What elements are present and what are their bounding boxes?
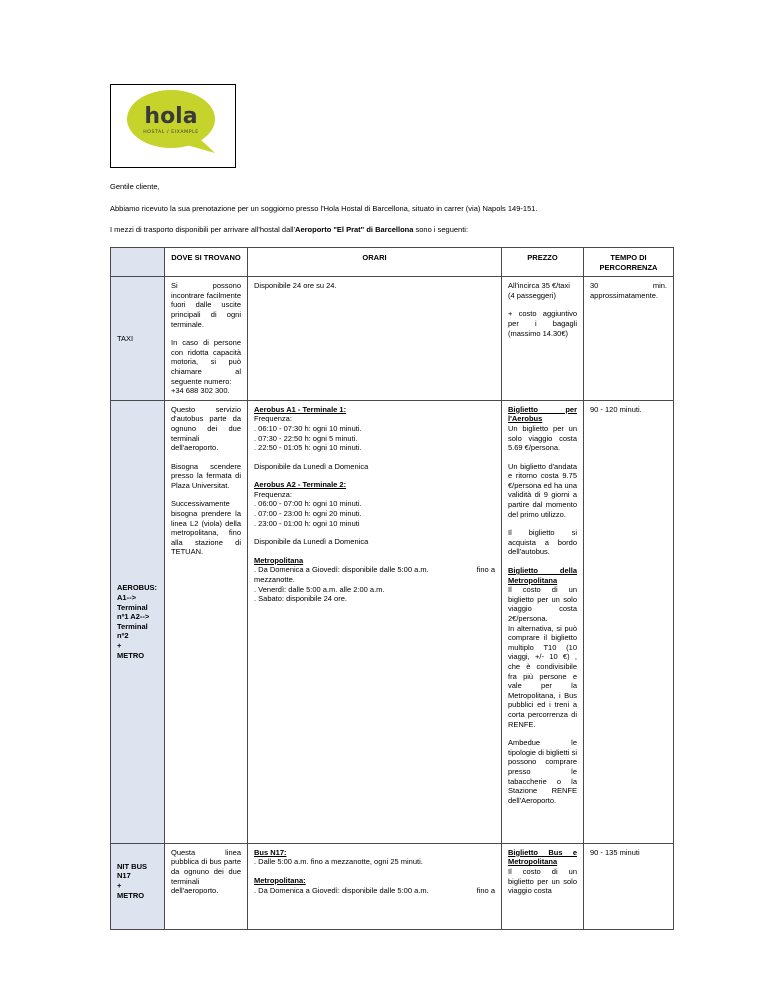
- price-text: Un biglietto d'andata e ritorno costa 9.75 €/persona ed ha una validità di 9 giorni a partire dal momento del primo utilizzo.: [508, 461, 577, 519]
- aerobus-metro-text: Successivamente bisogna prendere la linea L2 (viola) della metropolitana, fino alla stazione di TETUAN.: [171, 499, 241, 557]
- hostel-logo: [110, 84, 236, 168]
- price-text: In alternativa, si può comprare il biglietto multiplo T10 (10 viaggi, +/- 10 €) , che è condivisibile fra più persone e vale per la Metropolitana, i Bus pubblici ed i treni a corta percorrenza di RENFE.: [508, 623, 577, 729]
- transport-intro-text: I mezzi di trasporto disponibili per arrivare all'hostal dall': [110, 225, 296, 234]
- label-line: N17: [117, 871, 131, 881]
- schedule-line: . 07:30 - 22:50 h: ogni 5 minuti.: [254, 433, 358, 443]
- aerobus-time: 90 - 120 minuti.: [584, 400, 674, 843]
- aerobus-hours: [248, 400, 502, 843]
- bus-line: . Dalle 5:00 a.m. fino a mezzanotte, ogni 25 minuti.: [254, 857, 423, 867]
- greeting: Gentile cliente,: [110, 182, 160, 191]
- aerobus-where-text: Questo servizio d'autobus parte da ognuno dei due terminali dell'aeroporto.: [171, 404, 241, 453]
- schedule-line: . 07:00 - 23:00 h: ogni 20 minuti.: [254, 509, 362, 519]
- metro-line: [254, 565, 495, 575]
- taxi-label: TAXI: [111, 277, 165, 401]
- aerobus-stop-text: Bisogna scendere presso la fermata di Plaza Universitat.: [171, 461, 241, 490]
- price-text: Il costo di un biglietto per un solo viaggio costa 2€/persona.: [508, 585, 577, 623]
- airport-name: Aeroporto "El Prat" di Barcellona: [295, 225, 414, 234]
- metro-line: . Venerdì: dalle 5:00 a.m. alle 2:00 a.m.: [254, 584, 385, 594]
- schedule-line: . 06:10 - 07:30 h: ogni 10 minuti.: [254, 423, 362, 433]
- metro-fino: fino a: [476, 565, 495, 575]
- label-line: METRO: [117, 650, 145, 660]
- logo-subtitle: HOSTAL / EIXAMPLE: [143, 130, 199, 135]
- taxi-phone: +34 688 302 300.: [171, 386, 230, 396]
- transport-intro-end: sono i seguenti:: [413, 225, 469, 234]
- aerobus-price: [502, 400, 584, 843]
- metro-ticket-title: Biglietto della Metropolitana: [508, 566, 577, 585]
- nitbus-label: [111, 843, 165, 929]
- metro-line: . Sabato: disponibile 24 ore.: [254, 594, 347, 604]
- nitbus-where: Questa linea pubblica di bus parte da ognuno dei due terminali dell'aeroporto.: [165, 843, 248, 929]
- label-line: +: [117, 640, 122, 650]
- speech-bubble-logo-icon: [111, 85, 235, 167]
- label-line: +: [117, 880, 122, 890]
- label-line: A1-->: [117, 592, 136, 602]
- price-text: Il biglietto si acquista a bordo dell'autobus.: [508, 528, 577, 557]
- schedule-line: . 22:50 - 01:05 h: ogni 10 minuti.: [254, 443, 362, 453]
- label-line: Terminal: [117, 621, 148, 631]
- taxi-extra-cost: + costo aggiuntivo per i bagagli (massimo 14.30€): [508, 309, 577, 338]
- transport-table: [110, 247, 673, 930]
- taxi-assist-text: In caso di persone con ridotta capacità motoria, si può chiamare al seguente numero:: [171, 338, 241, 386]
- label-line: nº2: [117, 631, 129, 641]
- price-text: Un biglietto per un solo viaggio costa 5.69 €/persona.: [508, 423, 577, 453]
- a2-title: Aerobus A2 - Terminale 2:: [254, 480, 347, 490]
- a1-title: Aerobus A1 - Terminale 1:: [254, 404, 347, 414]
- label-line: nº1 A2-->: [117, 612, 150, 622]
- header-where: DOVE SI TROVANO: [165, 248, 248, 277]
- metro-line: mezzanotte.: [254, 575, 295, 585]
- aerobus-label: [111, 400, 165, 843]
- a1-availability: Disponibile da Lunedì a Domenica: [254, 461, 369, 471]
- intro-line: Abbiamo ricevuto la sua prenotazione per un soggiorno presso l'Hola Hostal di Barcellona, situato in carrer (via) Napols 149-151.: [110, 204, 538, 213]
- a2-availability: Disponibile da Lunedì a Domenica: [254, 537, 369, 547]
- schedule-line: . 06:00 - 07:00 h: ogni 10 minuti.: [254, 499, 362, 509]
- schedule-line: Frequenza:: [254, 489, 292, 499]
- label-line: Terminal: [117, 602, 148, 612]
- taxi-where: [165, 277, 248, 401]
- label-line: AEROBUS:: [117, 583, 158, 593]
- aerobus-where: [165, 400, 248, 843]
- taxi-price: [502, 277, 584, 401]
- metro-line-text: . Da Domenica a Giovedì: disponibile dalle 5:00 a.m.: [254, 565, 429, 575]
- metro-line: [254, 886, 495, 896]
- nitbus-hours: [248, 843, 502, 929]
- price-text: Ambedue le tipologie di biglietti si possono comprare presso le tabaccherie o la Stazione RENFE dell'Aeroporto.: [508, 738, 577, 805]
- aerobus-ticket-title: Biglietto per l'Aerobus: [508, 404, 577, 424]
- taxi-hours: Disponibile 24 ore su 24.: [248, 277, 502, 401]
- metro-title: Metropolitana:: [254, 875, 306, 885]
- price-text: Il costo di un biglietto per un solo viaggio costa: [508, 866, 577, 896]
- nitbus-time: 90 - 135 minuti: [584, 843, 674, 929]
- table-row: [111, 400, 674, 843]
- header-empty: [111, 248, 165, 277]
- taxi-where-text: Si possono incontrare facilmente fuori dalle uscite principali di ogni terminale.: [171, 281, 241, 329]
- metro-fino: fino a: [476, 885, 495, 895]
- schedule-line: . 23:00 - 01:00 h: ogni 10 minuti: [254, 518, 360, 528]
- taxi-time: 30 min. approssimatamente.: [584, 277, 674, 401]
- table-row: [111, 843, 674, 929]
- table-row: [111, 277, 674, 401]
- logo-word: hola: [144, 104, 198, 129]
- nitbus-price: [502, 843, 584, 929]
- label-line: NIT BUS: [117, 861, 147, 871]
- nitbus-ticket-title: Biglietto Bus e Metropolitana: [508, 847, 577, 867]
- transport-intro: [110, 225, 468, 235]
- taxi-price-text: All'incirca 35 €/taxi (4 passeggeri): [508, 281, 570, 300]
- header-hours: ORARI: [248, 248, 502, 277]
- table-header-row: [111, 248, 674, 277]
- header-price: PREZZO: [502, 248, 584, 277]
- header-time: TEMPO DI PERCORRENZA: [584, 248, 674, 277]
- bus-title: Bus N17:: [254, 847, 287, 857]
- metro-title: Metropolitana: [254, 555, 304, 565]
- label-line: METRO: [117, 890, 145, 900]
- metro-line-text: . Da Domenica a Giovedì: disponibile dalle 5:00 a.m.: [254, 885, 429, 895]
- schedule-line: Frequenza:: [254, 414, 292, 424]
